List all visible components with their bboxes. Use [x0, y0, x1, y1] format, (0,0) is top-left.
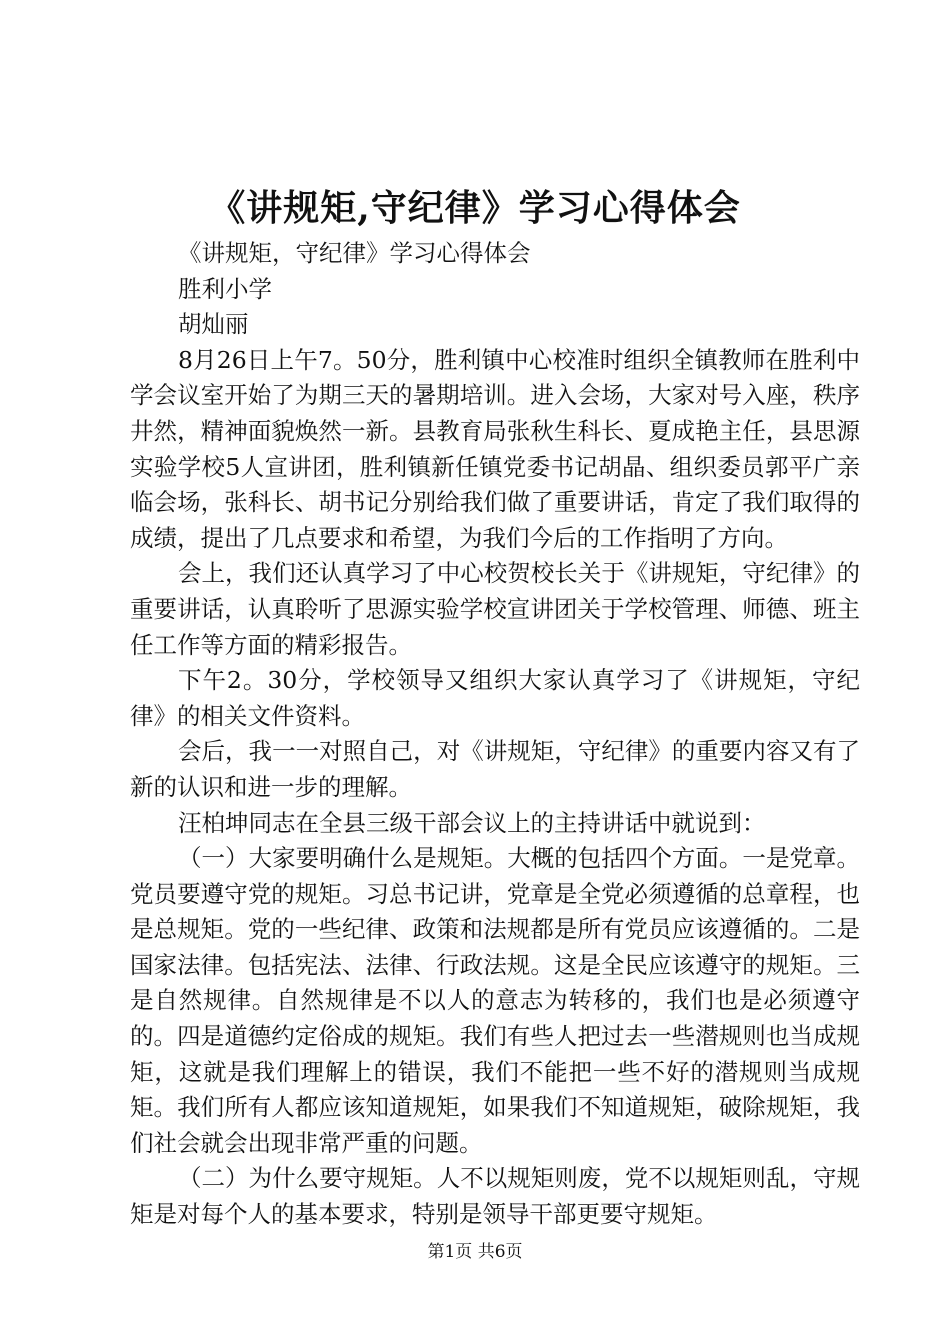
body-paragraph: 会上，我们还认真学习了中心校贺校长关于《讲规矩，守纪律》的重要讲话，认真聆听了思源实验学校宣讲团关于学校管理、师德、班主任工作等方面的精彩报告。	[130, 559, 860, 659]
body-paragraph: 下午2。30分，学校领导又组织大家认真学习了《讲规矩，守纪律》的相关文件资料。	[130, 666, 860, 730]
body-paragraph: 汪柏坤同志在全县三级干部会议上的主持讲话中就说到：	[178, 808, 766, 837]
document-title: 《讲规矩,守纪律》学习心得体会	[209, 187, 741, 229]
author-name: 胡灿丽	[178, 310, 249, 339]
school-name: 胜利小学	[178, 274, 272, 303]
body-paragraph: 会后，我一一对照自己，对《讲规矩，守纪律》的重要内容又有了新的认识和进一步的理解。	[130, 737, 860, 801]
body-paragraph: （二）为什么要守规矩。人不以规矩则废，党不以规矩则乱，守规矩是对每个人的基本要求，特别是领导干部更要守规矩。	[130, 1164, 860, 1229]
body-paragraph: 8月26日上午7。50分，胜利镇中心校准时组织全镇教师在胜利中学会议室开始了为期三天的暑期培训。进入会场，大家对号入座，秩序井然，精神面貌焕然一新。县教育局张秋生科长、夏成艳主任，县思源实验学校5人宣讲团，胜利镇新任镇党委书记胡晶、组织委员郭平广亲临会场，张科长、胡书记分别给我们做了重要讲话，肯定了我们取得的成绩，提出了几点要求和希望，为我们今后的工作指明了方向。	[130, 345, 860, 552]
document-body	[130, 236, 860, 1233]
subtitle-paragraph: 《讲规矩，守纪律》学习心得体会	[178, 239, 531, 267]
page-footer: 第1页 共6页	[427, 1242, 523, 1262]
body-paragraph: （一）大家要明确什么是规矩。大概的包括四个方面。一是党章。党员要遵守党的规矩。习总书记讲，党章是全党必须遵循的总章程，也是总规矩。党的一些纪律、政策和法规都是所有党员应该遵循的。二是国家法律。包括宪法、法律、行政法规。这是全民应该遵守的规矩。三是自然规律。自然规律是不以人的意志为转移的，我们也是必须遵守的。四是道德约定俗成的规矩。我们有些人把过去一些潜规则也当成规矩，这就是我们理解上的错误，我们不能把一些不好的潜规则当成规矩。我们所有人都应该知道规矩，如果我们不知道规矩，破除规矩，我们社会就会出现非常严重的问题。	[130, 844, 860, 1157]
